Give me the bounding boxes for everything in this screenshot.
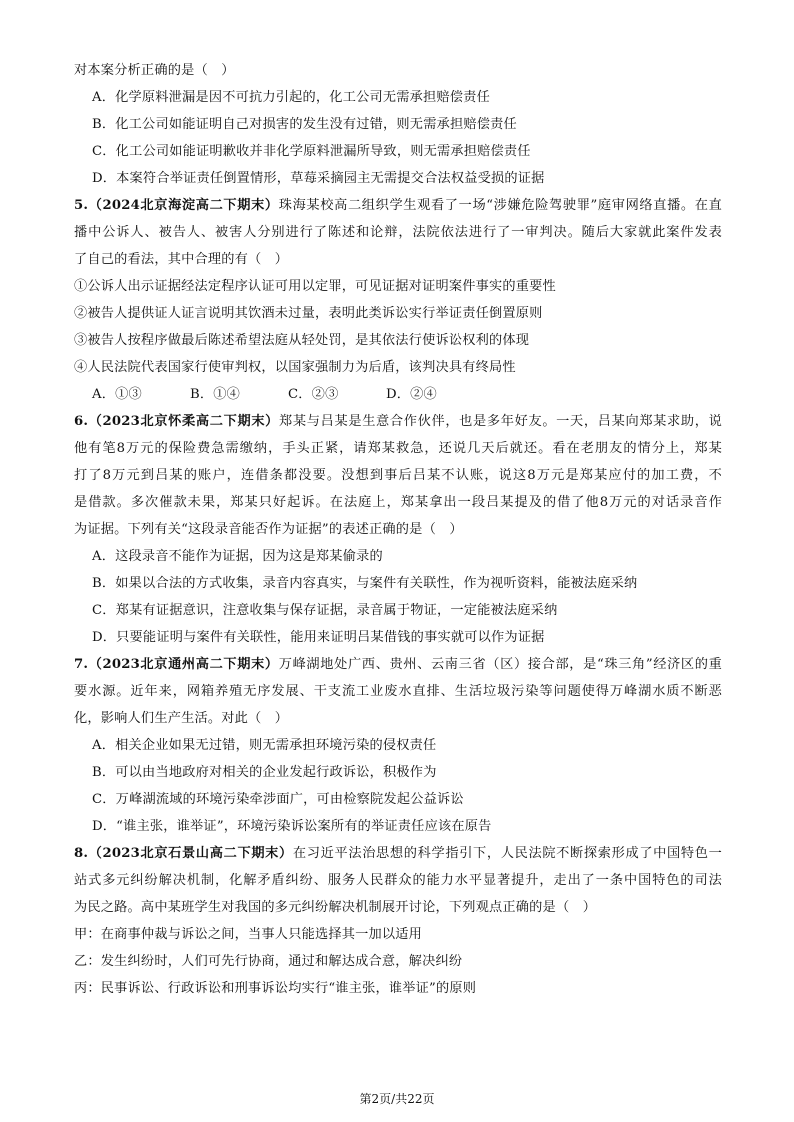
q4-option-b: B．化工公司如能证明自己对损害的发生没有过错，则无需承担赔偿责任: [92, 117, 517, 132]
q8-stem-line-3: 为民之路。高中某班学生对我国的多元纠纷解决机制展开讨论，下列观点正确的是（ ）: [74, 900, 597, 915]
q7-option-b: B．可以由当地政府对相关的企业发起行政诉讼，积极作为: [92, 765, 437, 780]
q8-number: 8.: [74, 846, 89, 861]
q6-option-a: A．这段录音不能作为证据，因为这是郑某偷录的: [92, 549, 383, 564]
q8-statement-bing: 丙：民事诉讼、行政诉讼和刑事诉讼均实行“谁主张，谁举证”的原则: [74, 981, 477, 996]
q5-statement-2: ②被告人提供证人证言说明其饮酒未过量，表明此类诉讼实行举证责任倒置原则: [74, 306, 543, 321]
q6-option-b: B．如果以合法的方式收集，录音内容真实，与案件有关联性，作为视听资料，能被法庭采纳: [92, 576, 638, 591]
question-lead: 对本案分析正确的是（ ）: [74, 63, 235, 78]
q7-option-d: D．“谁主张，谁举证”，环境污染诉讼案所有的举证责任应该在原告: [92, 819, 492, 834]
q8-stem-line-2: 站式多元纠纷解决机制，化解矛盾纠纷、服务人民群众的能力水平显著提升，走出了一条中国特色的司法: [74, 873, 722, 888]
q6-source: （2023北京怀柔高二下期末）: [88, 414, 280, 429]
q5-statement-1: ①公诉人出示证据经法定程序认证可用以定罪，可见证据对证明案件事实的重要性: [74, 279, 556, 294]
q7-stem-line-2: 要水源。近年来，网箱养殖无序发展、干支流工业废水直排、生活垃圾污染等问题使得万峰湖水质不断恶: [74, 684, 722, 699]
page-number: 第2页/共22页: [359, 1092, 435, 1106]
q6-stem-line-3: 打了8万元到吕某的账户，连借条都没要。没想到事后吕某不认账，说这8万元是郑某应付的加工费，不: [74, 468, 722, 483]
q7-option-c: C．万峰湖流域的环境污染牵涉面广，可由检察院发起公益诉讼: [92, 792, 464, 807]
q4-option-a: A．化学原料泄漏是因不可抗力引起的，化工公司无需承担赔偿责任: [92, 90, 490, 105]
q5-number: 5.: [74, 198, 89, 213]
q7-stem-line-1: 7.（2023北京通州高二下期末）万峰湖地处广西、贵州、云南三省（区）接合部，是“珠三角”经济区的重: [74, 657, 722, 672]
q7-source: （2023北京通州高二下期末）: [88, 657, 279, 672]
q4-option-d: D．本案符合举证责任倒置情形，草莓采摘园主无需提交合法权益受损的证据: [92, 171, 545, 186]
q5-choices: [92, 386, 484, 404]
q5-stem-line-3: 了自己的看法，其中合理的有（ ）: [74, 252, 289, 267]
q6-stem-line-1: 6.（2023北京怀柔高二下期末）郑某与吕某是生意合作伙伴，也是多年好友。一天，吕某向郑某求助，说: [74, 414, 722, 429]
q6-option-d: D．只要能证明与案件有关联性，能用来证明吕某借钱的事实就可以作为证据: [92, 630, 545, 645]
q6-stem-line-4: 是借款。多次催款未果，郑某只好起诉。在法庭上，郑某拿出一段吕某提及的借了他8万元的对话录音作: [74, 495, 722, 510]
q6-stem-line-2: 他有笔8万元的保险费急需缴纳，手头正紧，请郑某救急，还说几天后就还。看在老朋友的情分上，郑某: [74, 441, 722, 456]
q7-number: 7.: [74, 657, 89, 672]
q8-statement-yi: 乙：发生纠纷时，人们可先行协商，通过和解达成合意，解决纠纷: [74, 954, 463, 969]
q5-choice-c: C．②③: [288, 387, 339, 402]
q8-stem-line-1: 8.（2023北京石景山高二下期末）在习近平法治思想的科学指引下，人民法院不断探索形成了中国特色一: [74, 846, 722, 861]
q8-statement-jia: 甲：在商事仲裁与诉讼之间，当事人只能选择其一加以适用: [74, 927, 423, 942]
q5-choice-a: A．①③: [92, 387, 142, 402]
q8-source: （2023北京石景山高二下期末）: [88, 846, 293, 861]
q5-stem-line-1: 5.（2024北京海淀高二下期末）珠海某校高二组织学生观看了一场“涉嫌危险驾驶罪”庭审网络直播。在直: [74, 198, 722, 213]
q6-stem-line-5: 为证据。下列有关“这段录音能否作为证据”的表述正确的是（ ）: [74, 522, 463, 537]
q5-statement-3: ③被告人按程序做最后陈述希望法庭从轻处罚，是其依法行使诉讼权利的体现: [74, 333, 530, 348]
q5-stem-line-2: 播中公诉人、被告人、被害人分别进行了陈述和论辩，法院依法进行了一审判决。随后大家就此案件发表: [74, 225, 722, 240]
q7-stem-line-3: 化，影响人们生产生活。对此（ ）: [74, 711, 289, 726]
q6-number: 6.: [74, 414, 89, 429]
q7-option-a: A．相关企业如果无过错，则无需承担环境污染的侵权责任: [92, 738, 437, 753]
q5-choice-b: B．①④: [190, 387, 241, 402]
q4-option-c: C．化工公司如能证明歉收并非化学原料泄漏所导致，则无需承担赔偿责任: [92, 144, 531, 159]
q5-statement-4: ④人民法院代表国家行使审判权，以国家强制力为后盾，该判决具有终局性: [74, 360, 516, 375]
q5-choice-d: D．②④: [386, 387, 437, 402]
q5-source: （2024北京海淀高二下期末）: [88, 198, 279, 213]
q6-option-c: C．郑某有证据意识，注意收集与保存证据，录音属于物证，一定能被法庭采纳: [92, 603, 558, 618]
